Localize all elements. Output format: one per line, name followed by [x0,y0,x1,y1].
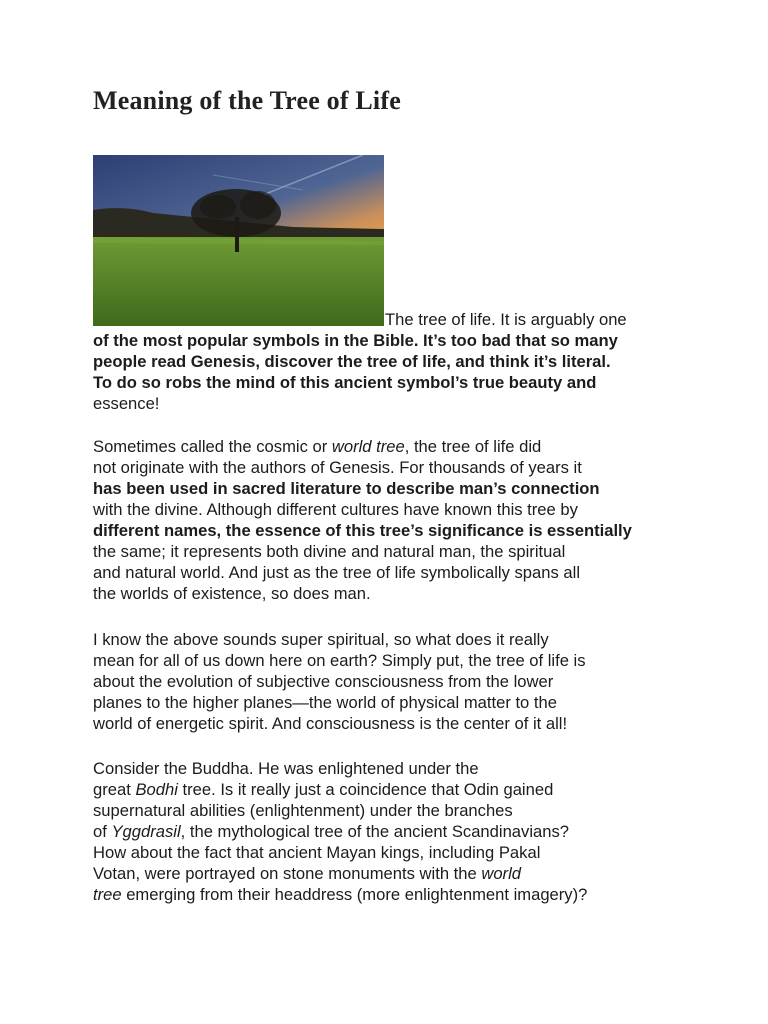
text-span: of [93,822,112,841]
paragraph-line: with the divine. Although different cultures have known this tree by [93,500,578,519]
paragraph-line: world of energetic spirit. And consciousness is the center of it all! [93,714,568,733]
paragraph-line [93,821,683,842]
paragraph-line: essence! [93,394,160,413]
paragraph-line: planes to the higher planes—the world of physical matter to the [93,693,557,712]
paragraph-line [93,863,683,884]
paragraph-line: the worlds of existence, so does man. [93,584,371,603]
text-span: Sometimes called the cosmic or [93,437,332,456]
paragraph-1 [93,330,683,414]
italic-term: world tree [331,437,405,456]
paragraph-line: mean for all of us down here on earth? Simply put, the tree of life is [93,651,586,670]
page-title: Meaning of the Tree of Life [93,86,401,115]
tree-in-field-photo-icon [93,155,384,326]
text-span: , the tree of life did [404,437,542,456]
paragraph-line: the same; it represents both divine and natural man, the spiritual [93,542,566,561]
paragraph-line [93,884,683,905]
italic-term: Bodhi [135,780,178,799]
paragraph-line [93,436,683,457]
paragraph-line: of the most popular symbols in the Bible. It’s too bad that so many [93,331,618,350]
paragraph-line: different names, the essence of this tree’s significance is essentially [93,521,632,540]
paragraph-line: supernatural abilities (enlightenment) under the branches [93,801,513,820]
paragraph-3 [93,629,683,734]
text-span: , the mythological tree of the ancient Scandinavians? [180,822,569,841]
paragraph-2 [93,436,683,604]
paragraph-4 [93,758,683,905]
text-span: emerging from their headdress (more enlightenment imagery)? [121,885,588,904]
text-span: tree. Is it really just a coincidence that Odin gained [177,780,554,799]
paragraph-line: people read Genesis, discover the tree of life, and think it’s literal. [93,352,611,371]
italic-term: Yggdrasil [111,822,181,841]
paragraph-line: How about the fact that ancient Mayan kings, including Pakal [93,843,541,862]
paragraph-line: about the evolution of subjective consciousness from the lower [93,672,554,691]
paragraph-line: and natural world. And just as the tree of life symbolically spans all [93,563,581,582]
text-span: great [93,780,136,799]
paragraph-1-lead: The tree of life. It is arguably one [385,310,627,329]
tree-photo [93,155,384,326]
paragraph-line [93,779,683,800]
paragraph-line: not originate with the authors of Genesis. For thousands of years it [93,458,582,477]
paragraph-line: Consider the Buddha. He was enlightened under the [93,759,479,778]
italic-term: tree [93,885,122,904]
italic-term: world [481,864,521,883]
paragraph-line: has been used in sacred literature to describe man’s connection [93,479,600,498]
text-span: Votan, were portrayed on stone monuments with the [93,864,482,883]
paragraph-line: To do so robs the mind of this ancient symbol’s true beauty and [93,373,597,392]
paragraph-line: I know the above sounds super spiritual, so what does it really [93,630,549,649]
